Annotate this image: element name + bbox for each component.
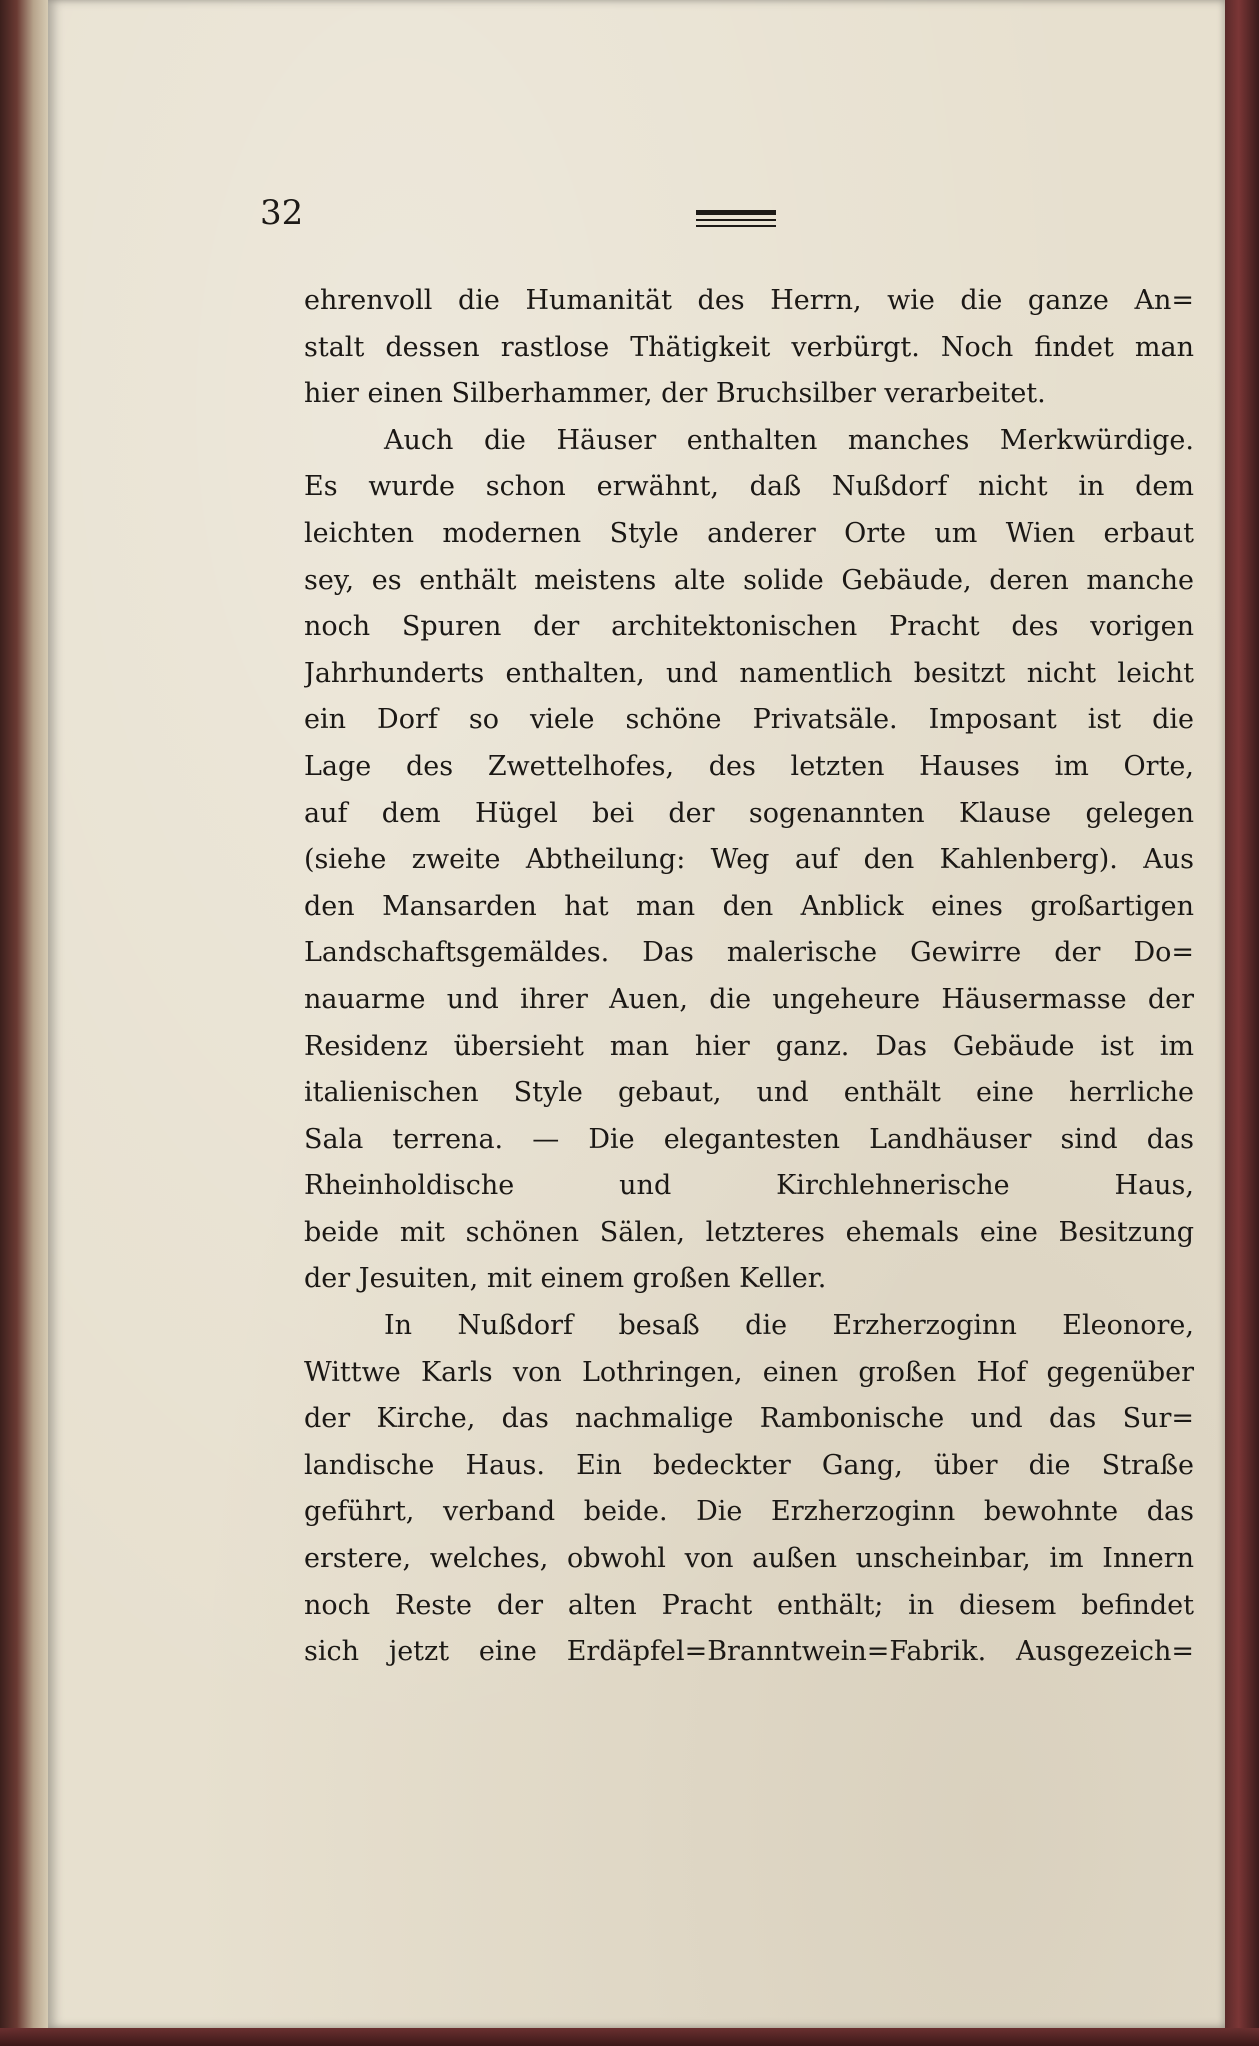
text-line: auf dem Hügel bei der sogenannten Klause gelegen	[304, 797, 1194, 829]
book-bottom-edge	[0, 2028, 1259, 2046]
text-line: italienischen Style gebaut, und enthält eine herrliche	[304, 1077, 1194, 1109]
text-line: noch Reste der alten Pracht enthält; in diesem befindet	[304, 1589, 1194, 1621]
book-spine-edge	[0, 0, 48, 2046]
text-line: In Nußdorf besaß die Erzherzoginn Eleonore,	[384, 1310, 1194, 1342]
text-line: beide mit schönen Sälen, letzteres ehemals eine Besitzung	[304, 1216, 1194, 1248]
book-cover-edge	[1225, 0, 1259, 2046]
text-line: Auch die Häuser enthalten manches Merkwürdige.	[384, 424, 1194, 456]
text-line: stalt dessen rastlose Thätigkeit verbürgt. Noch findet man	[304, 331, 1194, 363]
text-line: Rheinholdische und Kirchlehnerische Haus,	[304, 1170, 1194, 1202]
text-line: sich jetzt eine Erdäpfel=Branntwein=Fabrik. Ausgezeich=	[304, 1636, 1194, 1668]
header-rule	[696, 210, 776, 227]
text-line: leichten modernen Style anderer Orte um Wien erbaut	[304, 517, 1194, 549]
text-line: Lage des Zwettelhofes, des letzten Hauses im Orte,	[304, 750, 1194, 782]
text-line: Jahrhunderts enthalten, und namentlich besitzt nicht leicht	[304, 657, 1194, 689]
text-line: der Jesuiten, mit einem großen Keller.	[304, 1263, 827, 1295]
text-line: ein Dorf so viele schöne Privatsäle. Imposant ist die	[304, 704, 1194, 736]
text-line: Residenz übersieht man hier ganz. Das Gebäude ist im	[304, 1030, 1194, 1062]
text-line: Es wurde schon erwähnt, daß Nußdorf nicht in dem	[304, 471, 1194, 503]
book-page	[48, 0, 1225, 2028]
text-line: sey, es enthält meistens alte solide Gebäude, deren manche	[304, 564, 1194, 596]
text-line: Sala terrena. — Die elegantesten Landhäuser sind das	[304, 1123, 1194, 1155]
text-line: ehrenvoll die Humanität des Herrn, wie die ganze An=	[304, 285, 1194, 316]
page-number: 32	[260, 193, 304, 233]
text-line: nauarme und ihrer Auen, die ungeheure Häusermasse der	[304, 983, 1194, 1015]
body-text	[304, 278, 1194, 1676]
text-line: landische Haus. Ein bedeckter Gang, über die Straße	[304, 1449, 1194, 1481]
text-line: geführt, verband beide. Die Erzherzoginn bewohnte das	[304, 1496, 1194, 1528]
text-line: noch Spuren der architektonischen Pracht des vorigen	[304, 611, 1194, 643]
text-line: hier einen Silberhammer, der Bruchsilber verarbeitet.	[304, 378, 1046, 410]
header-rule-thick	[696, 210, 776, 215]
text-line: Wittwe Karls von Lothringen, einen großen Hof gegenüber	[304, 1356, 1194, 1388]
text-line: (siehe zweite Abtheilung: Weg auf den Kahlenberg). Aus	[304, 844, 1194, 876]
text-line: Landschaftsgemäldes. Das malerische Gewirre der Do=	[304, 937, 1194, 969]
text-line: der Kirche, das nachmalige Rambonische und das Sur=	[304, 1403, 1194, 1435]
text-line: den Mansarden hat man den Anblick eines großartigen	[304, 890, 1194, 922]
header-rule-thin	[696, 225, 776, 227]
header-rule-thin	[696, 219, 776, 221]
text-line: erstere, welches, obwohl von außen unscheinbar, im Innern	[304, 1543, 1194, 1575]
